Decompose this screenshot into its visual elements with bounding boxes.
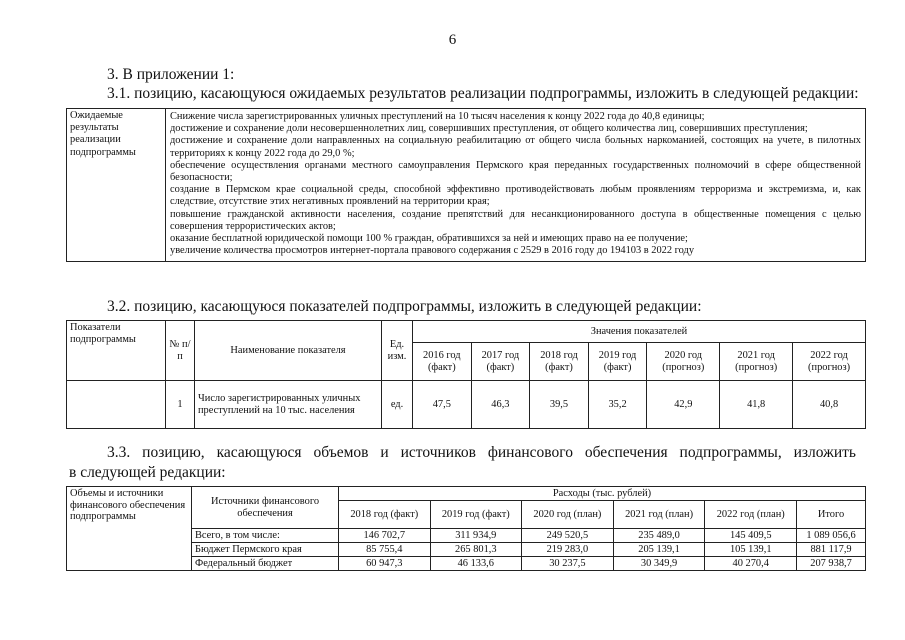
financing-table: [66, 486, 866, 571]
result-item: оказание бесплатной юридической помощи 100 % граждан, обратившихся за ней и имеющих право на ее получение;: [170, 233, 688, 245]
financing-label: Объемы и источники финансового обеспечения подпрограммы: [67, 487, 192, 571]
section-3-2-intro: 3.2. позицию, касающуюся показателей подпрограммы, изложить в следующей редакции:: [107, 298, 702, 315]
year-header: 2020 год (план): [522, 501, 614, 529]
year-header: 2018 год (факт): [339, 501, 431, 529]
year-header: 2017 год (факт): [471, 343, 530, 381]
result-item: достижение и сохранение доли направленных на социальную реабилитацию от общего числа больных наркоманией, состоящих на учете, в пилотных территориях к концу 2022 года до 29,0 %;: [170, 135, 861, 159]
table-row: 1 Число зарегистрированных уличных преступлений на 10 тыс. населения ед. 47,5 46,3 39,5 35,2 42,9 41,8 40,8: [67, 381, 866, 429]
year-header: 2022 год (план): [705, 501, 797, 529]
page-number: 6: [448, 32, 457, 48]
table-row: Всего, в том числе: 146 702,7 311 934,9 249 520,5 235 489,0 145 409,5 1 089 056,6: [67, 529, 866, 543]
table-row: Бюджет Пермского края 85 755,4 265 801,3 219 283,0 205 139,1 105 139,1 881 117,9: [67, 543, 866, 557]
section-3-3-intro-cont: в следующей редакции:: [69, 464, 226, 481]
section-3-1-intro: 3.1. позицию, касающуюся ожидаемых результатов реализации подпрограммы, изложить в следующей редакции:: [107, 85, 859, 102]
year-header: 2019 год (факт): [430, 501, 522, 529]
result-item: достижение и сохранение доли несовершеннолетних лиц, совершивших преступления, от общего количества лиц, совершивших преступления;: [170, 123, 808, 135]
name-header: Наименование показателя: [195, 321, 382, 381]
year-header: 2019 год (факт): [588, 343, 647, 381]
total-header: Итого: [797, 501, 866, 529]
result-item: Снижение числа зарегистрированных уличных преступлений на 10 тысяч населения к концу 2022 года до 40,8 единицы;: [170, 111, 705, 122]
expected-results-table: [66, 108, 866, 262]
year-header: 2021 год (план): [613, 501, 705, 529]
expenses-header: Расходы (тыс. рублей): [339, 487, 866, 501]
result-item: обеспечение осуществления органами местного самоуправления Пермского края переданных государственных полномочий в сфере общественной безопасности;: [170, 159, 861, 184]
result-item: создание в Пермском крае социальной среды, способной эффективно противодействовать любым проявлениям терроризма и экстремизма, и, как следствие, отсутствие этих негативных проявлений на территории края;: [170, 184, 861, 208]
source-header: Источники финансового обеспечения: [192, 487, 339, 529]
expected-results-label: Ожидаемые результаты реализации подпрограммы: [67, 109, 166, 262]
year-header: 2021 год (прогноз): [720, 343, 793, 381]
result-item: повышение гражданской активности населения, создание препятствий для несанкционированного доступа в общественные помещения с целью совершения террористических актов;: [170, 208, 861, 232]
expected-results-content: [166, 109, 866, 262]
unit-header: Ед. изм.: [382, 321, 413, 381]
values-header: Значения показателей: [413, 321, 866, 343]
table-row: Федеральный бюджет 60 947,3 46 133,6 30 237,5 30 349,9 40 270,4 207 938,7: [67, 557, 866, 571]
indicators-table: [66, 320, 866, 429]
year-header: 2018 год (факт): [530, 343, 589, 381]
year-header: 2016 год (факт): [413, 343, 472, 381]
num-header: № п/п: [166, 321, 195, 381]
result-item: увеличение количества просмотров интернет-портала правового содержания с 2529 в 2016 году до 194103 в 2022 году: [170, 245, 695, 257]
section-3-heading: 3. В приложении 1:: [107, 66, 235, 83]
year-header: 2020 год (прогноз): [647, 343, 720, 381]
section-3-3-intro: 3.3. позицию, касающуюся объемов и источников финансового обеспечения подпрограммы, изложить: [107, 444, 856, 461]
year-header: 2022 год (прогноз): [793, 343, 866, 381]
indicators-label: Показатели подпрограммы: [67, 321, 166, 381]
